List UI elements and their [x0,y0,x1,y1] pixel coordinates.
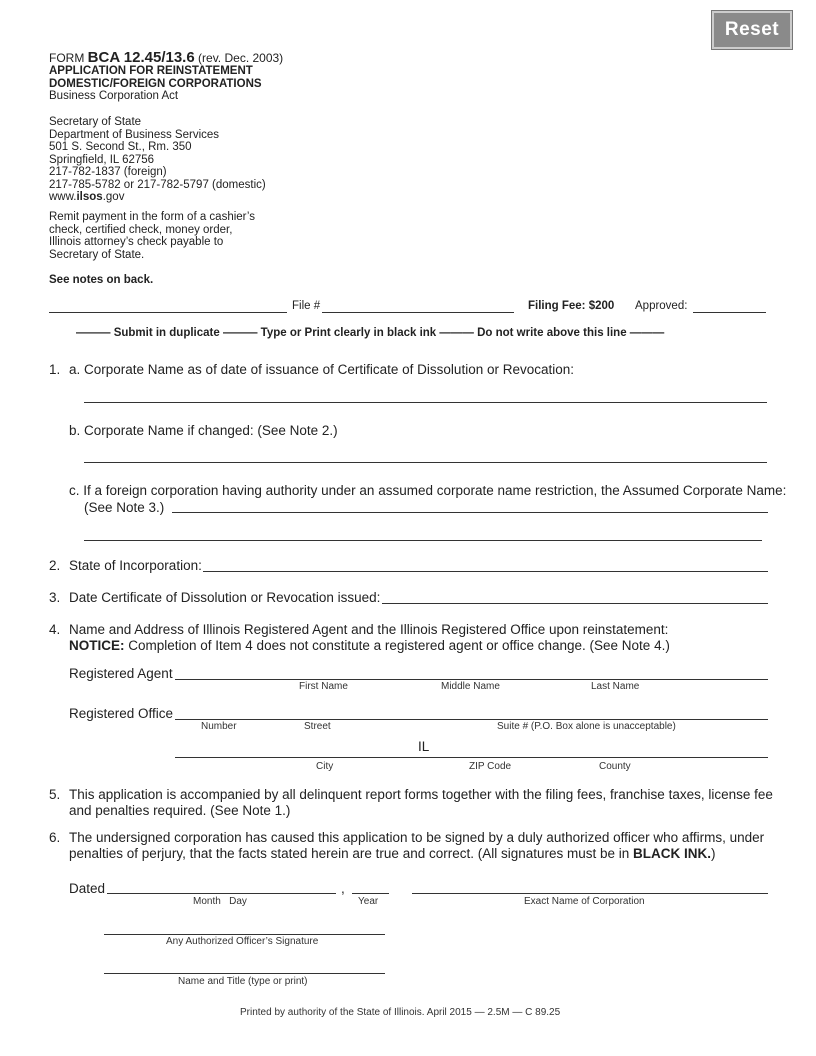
item-number: 4. [49,622,61,637]
corp-name-caption: Exact Name of Corporation [524,896,645,907]
address-line: Springfield, IL 62756 [49,153,155,166]
file-number-line[interactable] [322,312,514,313]
assumed-name-field-2[interactable] [84,540,762,541]
address-line: Department of Business Services [49,128,220,141]
form-act: Business Corporation Act [49,90,179,102]
form-revision: (rev. Dec. 2003) [198,51,284,65]
name-title-caption: Name and Title (type or print) [178,976,308,987]
address-line: 501 S. Second St., Rm. 350 [49,141,192,153]
item-1c-label: c. If a foreign corporation having authority under an assumed corporate name restriction, the Assumed Corporate Name: [69,483,787,498]
item-4-label: Name and Address of Illinois Registered Agent and the Illinois Registered Office upon reinstatement: [69,622,669,637]
address-line: 217-782-1837 (foreign) [49,166,167,178]
address-line: Secretary of State [49,116,142,128]
item-5-text-2: and penalties required. (See Note 1.) [69,803,291,818]
street-caption: Street [304,721,331,732]
item-number: 1. [49,362,61,377]
item-5-text: This application is accompanied by all delinquent report forms together with the filing fees, franchise taxes, license fee [69,787,773,802]
form-number: BCA 12.45/13.6 [87,49,195,66]
sos-address [49,116,266,204]
assumed-name-field[interactable] [172,512,768,513]
form-title-2: DOMESTIC/FOREIGN CORPORATIONS [49,77,262,90]
instruction-bar: ——— Submit in duplicate ——— Type or Print clearly in black ink ——— Do not write above this line ——— [76,327,665,339]
item-3-label: Date Certificate of Dissolution or Revocation issued: [69,590,381,605]
month-day-caption: Month Day [193,896,247,907]
remit-instructions: Remit payment in the form of a cashier’s check, certified check, money order, Illinois attorney’s check payable to Secretary of State. [49,211,256,261]
item-6-text: The undersigned corporation has caused this application to be signed by a duly authorized officer who affirms, under [69,830,765,845]
suite-caption: Suite # (P.O. Box alone is unacceptable) [497,721,676,732]
corporation-name-field[interactable] [412,893,768,894]
registered-agent-field[interactable] [175,679,768,680]
month-day-field[interactable] [107,893,336,894]
approved-line [693,312,766,313]
file-number-label: File # [292,300,321,312]
middle-name-caption: Middle Name [441,681,500,692]
city-caption: City [316,761,334,772]
see-notes: See notes on back. [49,274,154,286]
corporate-name-field[interactable] [84,402,767,403]
footer-printed-by: Printed by authority of the State of Illinois. April 2015 — 2.5M — C 89.25 [240,1007,561,1018]
state-il: IL [418,739,430,754]
corporate-name-changed-field[interactable] [84,462,767,463]
form-header [49,51,283,103]
approved-label: Approved: [635,300,688,312]
item-2-label: State of Incorporation: [69,558,202,573]
dated-label: Dated [69,881,106,896]
item-number: 6. [49,830,61,845]
item-4-notice: NOTICE: Completion of Item 4 does not constitute a registered agent or office change. (See Note 4.) [69,638,670,653]
date-comma: , [341,881,345,896]
county-caption: County [599,761,631,772]
first-name-caption: First Name [299,681,348,692]
item-number: 3. [49,590,61,605]
year-caption: Year [358,896,379,907]
item-6-text-2: penalties of perjury, that the facts stated herein are true and correct. (All signatures must be in BLACK INK.) [69,846,716,861]
filing-blank-line [49,312,287,313]
registered-office-field[interactable] [175,719,768,720]
form-title-1: APPLICATION FOR REINSTATEMENT [49,65,253,77]
state-of-incorporation-field[interactable] [203,571,768,572]
item-1b-label: b. Corporate Name if changed: (See Note 2.) [69,423,338,438]
dissolution-date-field[interactable] [382,603,768,604]
form-prefix: FORM [49,51,85,65]
city-zip-county-field[interactable] [175,757,768,758]
officer-signature-caption: Any Authorized Officer’s Signature [166,936,319,947]
reset-button[interactable]: Reset [712,11,792,49]
officer-signature-field[interactable] [104,934,385,935]
registered-agent-label: Registered Agent [69,666,173,681]
item-1a-label: a. Corporate Name as of date of issuance of Certificate of Dissolution or Revocation: [69,362,575,377]
last-name-caption: Last Name [591,681,640,692]
filing-fee: Filing Fee: $200 [528,300,615,312]
website: www.ilsos.gov [49,191,125,203]
item-number: 5. [49,787,61,802]
address-line: 217-785-5782 or 217-782-5797 (domestic) [49,178,266,191]
registered-office-label: Registered Office [69,706,174,721]
item-number: 2. [49,558,61,573]
name-title-field[interactable] [104,973,385,974]
zip-caption: ZIP Code [469,761,512,772]
item-1c-note: (See Note 3.) [84,500,165,515]
number-caption: Number [201,721,237,732]
year-field[interactable] [352,893,389,894]
